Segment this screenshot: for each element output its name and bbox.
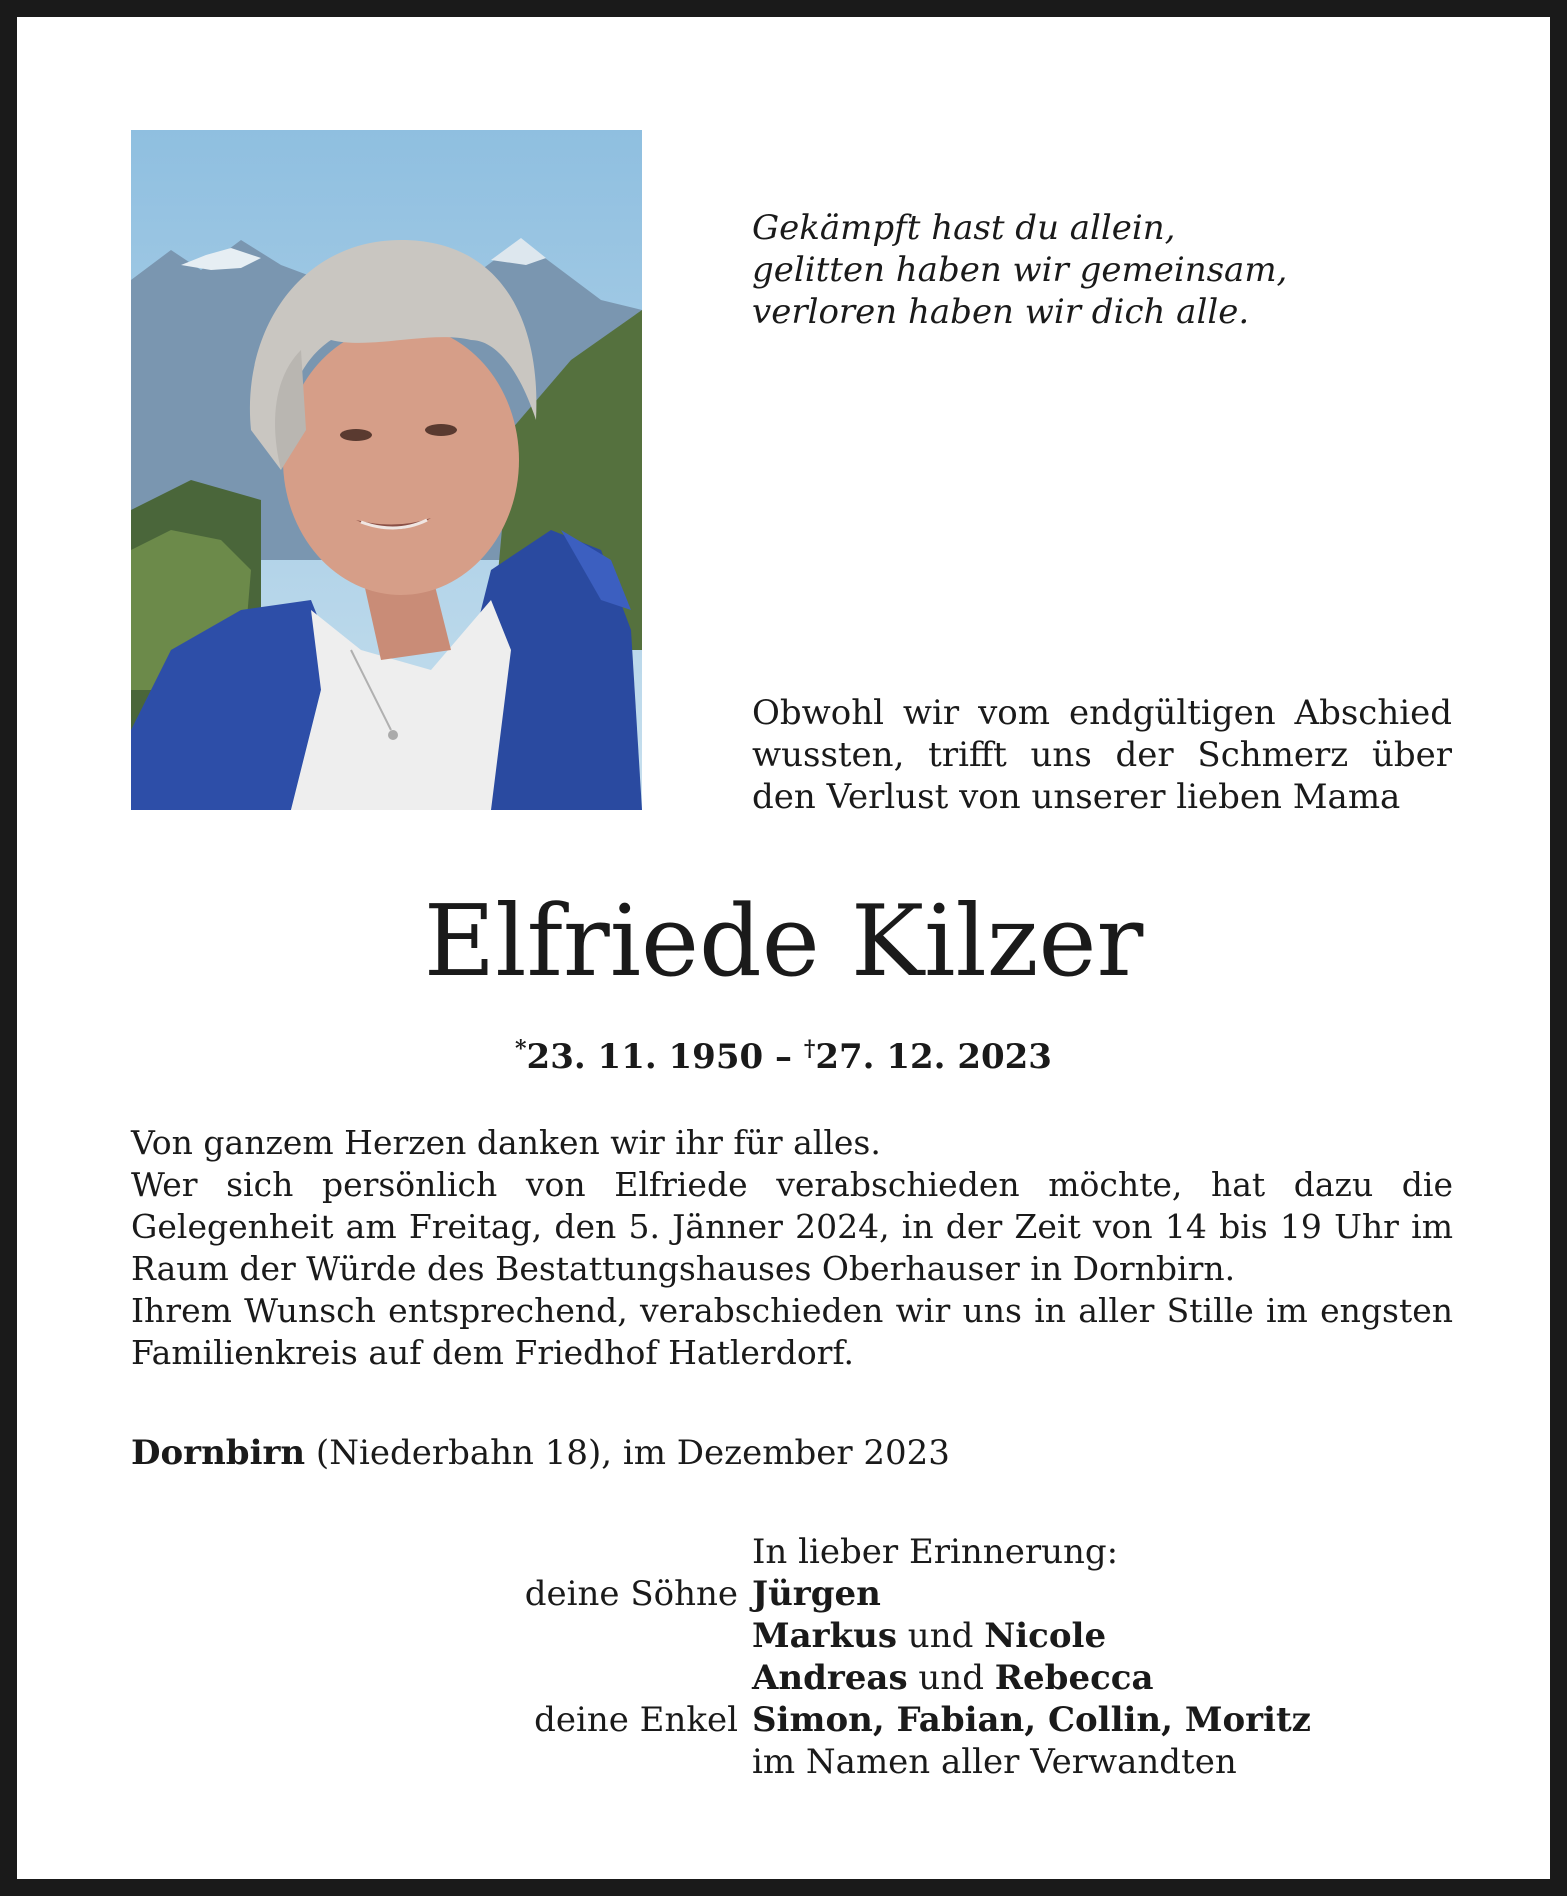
signature-heading: In lieber Erinnerung:	[752, 1532, 1119, 1572]
quote-line: gelitten haben wir gemeinsam,	[752, 250, 1288, 290]
birth-date: 23. 11. 1950	[526, 1037, 764, 1077]
life-dates	[17, 1027, 1550, 1079]
place-city: Dornbirn	[131, 1433, 306, 1473]
signature-row	[317, 1657, 1467, 1699]
quote-line: Gekämpft hast du allein,	[752, 208, 1176, 248]
and-word: und	[907, 1658, 995, 1698]
deceased-name: Elfriede Kilzer	[423, 885, 1144, 999]
signature-label-empty	[317, 1531, 752, 1573]
partner-name: Nicole	[984, 1616, 1107, 1656]
place-date-line	[131, 1432, 950, 1474]
death-date: 27. 12. 2023	[815, 1037, 1052, 1077]
partner-name: Rebecca	[994, 1658, 1154, 1698]
signature-block	[317, 1531, 1467, 1783]
portrait-photo	[131, 130, 642, 810]
signature-label-empty	[317, 1657, 752, 1699]
signature-row	[317, 1573, 1467, 1615]
intro-text: Obwohl wir vom endgültigen Abschied wussten, trifft uns der Schmerz über den Verlust von unserer lieben Mama	[752, 693, 1452, 817]
body-paragraph: Von ganzem Herzen danken wir ihr für alles.	[131, 1123, 881, 1162]
body-paragraph: Ihrem Wunsch entsprechend, verabschieden wir uns in aller Stille im engsten Familienkreis auf dem Friedhof Hatlerdorf.	[131, 1291, 1453, 1372]
signature-row	[317, 1531, 1467, 1573]
grandchildren-names: Simon, Fabian, Collin, Moritz	[752, 1700, 1311, 1740]
signature-closing: im Namen aller Verwandten	[752, 1742, 1237, 1782]
death-symbol: †	[803, 1036, 816, 1062]
son-name: Jürgen	[752, 1574, 881, 1614]
birth-symbol: *	[515, 1036, 527, 1062]
place-details: (Niederbahn 18), im Dezember 2023	[305, 1433, 950, 1473]
son-name: Markus	[752, 1616, 897, 1656]
body-paragraph: Wer sich persönlich von Elfriede verabschieden möchte, hat dazu die Gelegenheit am Freitag, den 5. Jänner 2024, in der Zeit von 14 bis 19 Uhr im Raum der Würde des Bestattungshauses Oberhauser in Dornbirn.	[131, 1165, 1453, 1288]
sons-label: deine Söhne	[524, 1574, 738, 1614]
portrait-image	[131, 130, 642, 810]
date-separator: –	[763, 1037, 804, 1077]
son-name: Andreas	[752, 1658, 908, 1698]
quote-line: verloren haben wir dich alle.	[752, 292, 1250, 332]
signature-label-empty	[317, 1615, 752, 1657]
signature-label-empty	[317, 1741, 752, 1783]
and-word: und	[897, 1616, 985, 1656]
quote	[752, 207, 1452, 333]
signature-row	[317, 1741, 1467, 1783]
signature-row	[317, 1699, 1467, 1741]
signature-row	[317, 1615, 1467, 1657]
grandchildren-label: deine Enkel	[534, 1700, 738, 1740]
announcement-body	[131, 1122, 1453, 1374]
